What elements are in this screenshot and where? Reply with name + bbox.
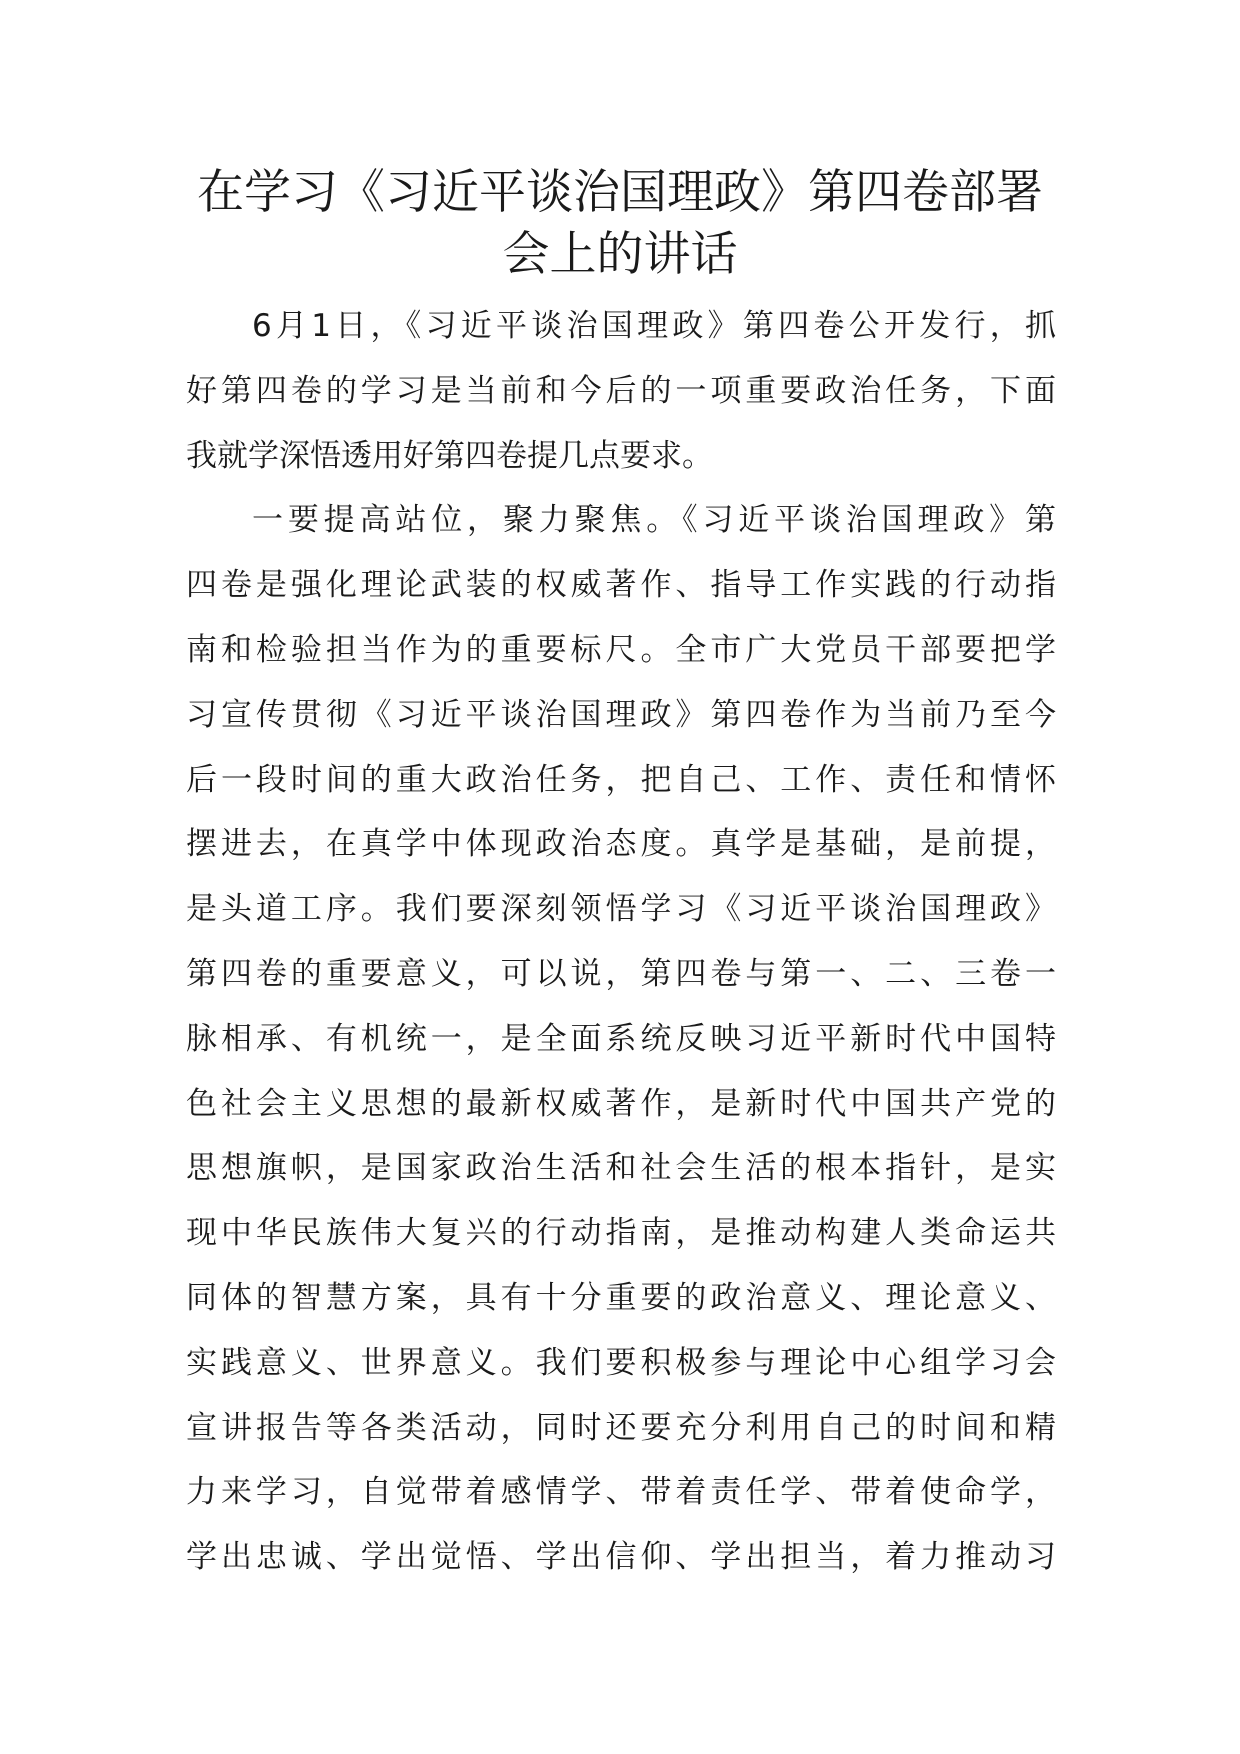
paragraph-line: 摆进去，在真学中体现政治态度。真学是基础，是前提， <box>186 826 1056 863</box>
paragraph-line: 四卷是强化理论武装的权威著作、指导工作实践的行动指 <box>186 567 1056 604</box>
paragraph-line: 学出忠诚、学出觉悟、学出信仰、学出担当，着力推动习 <box>186 1539 1056 1576</box>
paragraph-line: 我就学深悟透用好第四卷提几点要求。 <box>186 437 713 474</box>
paragraph-line: 习宣传贯彻《习近平谈治国理政》第四卷作为当前乃至今 <box>186 696 1056 733</box>
paragraph-line: 实践意义、世界意义。我们要积极参与理论中心组学习会 <box>186 1344 1056 1381</box>
paragraph-line: 是头道工序。我们要深刻领悟学习《习近平谈治国理政》 <box>186 891 1056 928</box>
paragraph-line: 后一段时间的重大政治任务，把自己、工作、责任和情怀 <box>186 761 1056 798</box>
paragraph-line: 力来学习，自觉带着感情学、带着责任学、带着使命学， <box>186 1474 1056 1511</box>
paragraph-line: 思想旗帜，是国家政治生活和社会生活的根本指针，是实 <box>186 1150 1056 1187</box>
paragraph-line: 6月1日，《习近平谈治国理政》第四卷公开发行，抓 <box>252 308 1056 344</box>
document-title <box>180 162 1060 286</box>
title-line: 在学习《习近平谈治国理政》第四卷部署 <box>197 165 1043 220</box>
paragraph-line: 南和检验担当作为的重要标尺。全市广大党员干部要把学 <box>186 631 1056 668</box>
paragraph-line: 现中华民族伟大复兴的行动指南，是推动构建人类命运共 <box>186 1215 1056 1252</box>
speech-body <box>186 294 1056 1590</box>
paragraph-line: 色社会主义思想的最新权威著作，是新时代中国共产党的 <box>186 1085 1056 1122</box>
paragraph-line: 第四卷的重要意义，可以说，第四卷与第一、二、三卷一 <box>186 955 1056 992</box>
title-line: 会上的讲话 <box>502 227 738 282</box>
paragraph-line: 宣讲报告等各类活动，同时还要充分利用自己的时间和精 <box>186 1409 1056 1446</box>
paragraph-line: 脉相承、有机统一，是全面系统反映习近平新时代中国特 <box>186 1020 1056 1057</box>
paragraph-line: 好第四卷的学习是当前和今后的一项重要政治任务，下面 <box>186 372 1056 409</box>
paragraph-line: 同体的智慧方案，具有十分重要的政治意义、理论意义、 <box>186 1279 1056 1316</box>
paragraph-line: 一要提高站位，聚力聚焦。《习近平谈治国理政》第 <box>252 502 1056 539</box>
